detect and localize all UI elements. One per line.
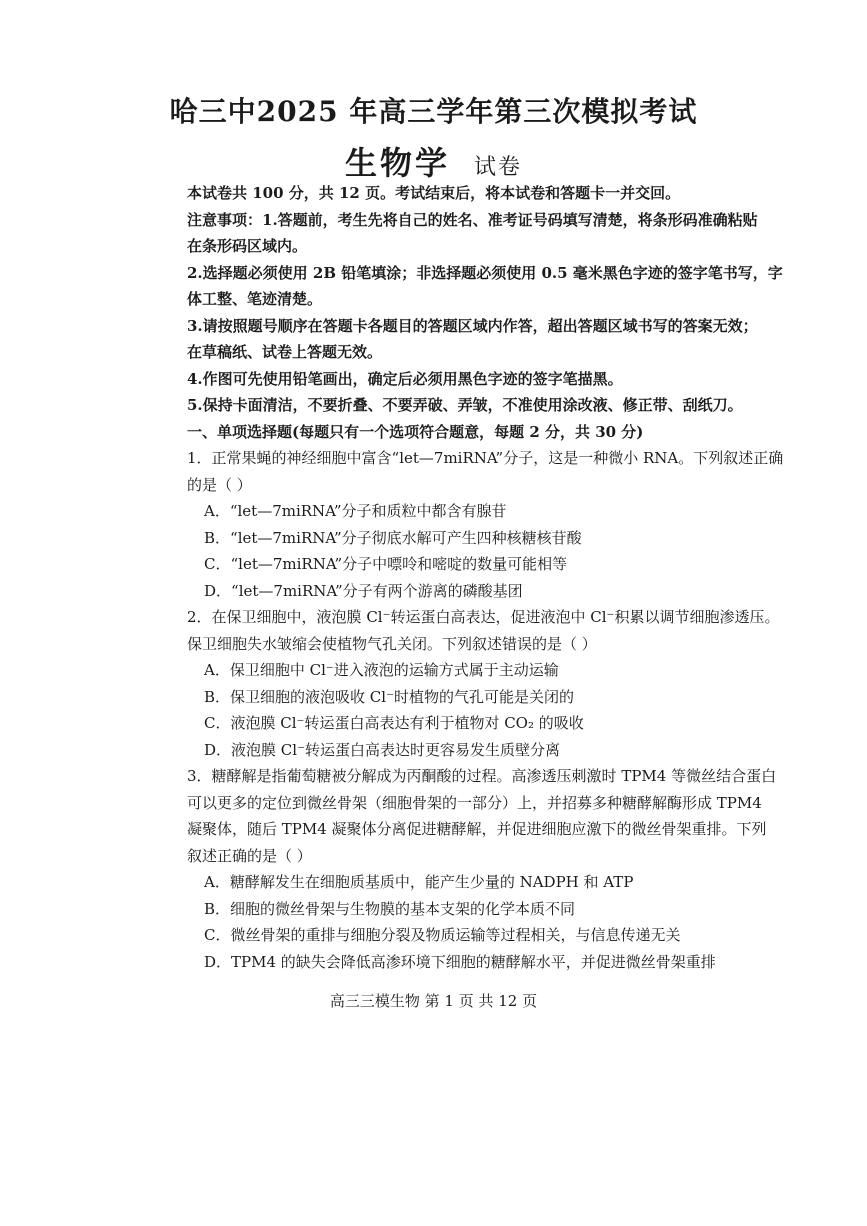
instruction-line: 本试卷共 100 分，共 12 页。考试结束后，将本试卷和答题卡一并交回。 — [187, 184, 681, 202]
instruction-line: 3.请按照题号顺序在答题卡各题目的答题区域内作答，超出答题区域书写的答案无效； — [187, 316, 758, 335]
question-option: A．“let—7miRNA”分子和质粒中都含有腺苷 — [204, 502, 507, 520]
instruction-line: 体工整、笔迹清楚。 — [187, 290, 323, 308]
question-stem: 2．在保卫细胞中，液泡膜 Cl⁻转运蛋白高表达，促进液泡中 Cl⁻积累以调节细胞渗透压。 — [187, 608, 780, 626]
instruction-line: 2.选择题必须使用 2B 铅笔填涂；非选择题必须使用 0.5 毫米黑色字迹的签字笔书写，字 — [187, 263, 783, 282]
exam-title: 哈三中2025 年高三学年第三次模拟考试 — [169, 95, 698, 128]
question-stem: 的是（ ） — [187, 475, 252, 494]
question-stem: 凝聚体，随后 TPM4 凝聚体分离促进糖酵解，并促进细胞应激下的微丝骨架重排。下列 — [187, 820, 767, 838]
question-option: A．保卫细胞中 Cl⁻进入液泡的运输方式属于主动运输 — [204, 661, 559, 679]
exam-content — [187, 180, 787, 975]
instruction-line: 4.作图可先使用铅笔画出，确定后必须用黑色字迹的签字笔描黑。 — [187, 369, 623, 388]
question-option: D．TPM4 的缺失会降低高渗环境下细胞的糖酵解水平，并促进微丝骨架重排 — [204, 952, 716, 971]
question-option: B．保卫细胞的液泡吸收 Cl⁻时植物的气孔可能是关闭的 — [204, 687, 574, 706]
page-footer: 高三三模生物 第 1 页 共 12 页 — [329, 992, 538, 1010]
section-heading: 一、单项选择题(每题只有一个选项符合题意，每题 2 分，共 30 分) — [187, 422, 644, 441]
question-stem: 3．糖酵解是指葡萄糖被分解成为丙酮酸的过程。高渗透压刺激时 TPM4 等微丝结合蛋白 — [187, 767, 777, 785]
question-stem: 1．正常果蝇的神经细胞中富含“let—7miRNA”分子，这是一种微小 RNA。下列叙述正确 — [187, 449, 784, 467]
question-option: C．微丝骨架的重排与细胞分裂及物质运输等过程相关，与信息传递无关 — [204, 926, 681, 944]
paper-type: 试卷 — [474, 155, 523, 180]
question-option: D．“let—7miRNA”分子有两个游离的磷酸基团 — [204, 581, 523, 600]
question-option: D．液泡膜 Cl⁻转运蛋白高表达时更容易发生质壁分离 — [204, 740, 560, 759]
question-stem: 保卫细胞失水皱缩会使植物气孔关闭。下列叙述错误的是（ ） — [187, 634, 597, 653]
question-option: A．糖酵解发生在细胞质基质中，能产生少量的 NADPH 和 ATP — [204, 873, 634, 891]
question-option: B．“let—7miRNA”分子彻底水解可产生四种核糖核苷酸 — [204, 528, 582, 547]
question-option: C．液泡膜 Cl⁻转运蛋白高表达有利于植物对 CO₂ 的吸收 — [204, 714, 584, 732]
question-option: B．细胞的微丝骨架与生物膜的基本支架的化学本质不同 — [204, 899, 576, 918]
instruction-line: 在条形码区域内。 — [187, 237, 308, 255]
instruction-line: 在草稿纸、试卷上答题无效。 — [187, 343, 383, 361]
subject-name: 生物学 — [344, 144, 450, 182]
instruction-line: 5.保持卡面清洁，不要折叠、不要弄破、弄皱，不准使用涂改液、修正带、刮纸刀。 — [187, 396, 743, 414]
instruction-line: 注意事项：1.答题前，考生先将自己的姓名、准考证号码填写清楚，将条形码准确粘贴 — [187, 210, 758, 229]
question-stem: 可以更多的定位到微丝骨架（细胞骨架的一部分）上，并招募多种糖酵解酶形成 TPM4 — [187, 793, 762, 812]
exam-subtitle — [0, 138, 867, 184]
question-option: C．“let—7miRNA”分子中嘌呤和嘧啶的数量可能相等 — [204, 555, 568, 573]
question-stem: 叙述正确的是（ ） — [187, 846, 312, 865]
